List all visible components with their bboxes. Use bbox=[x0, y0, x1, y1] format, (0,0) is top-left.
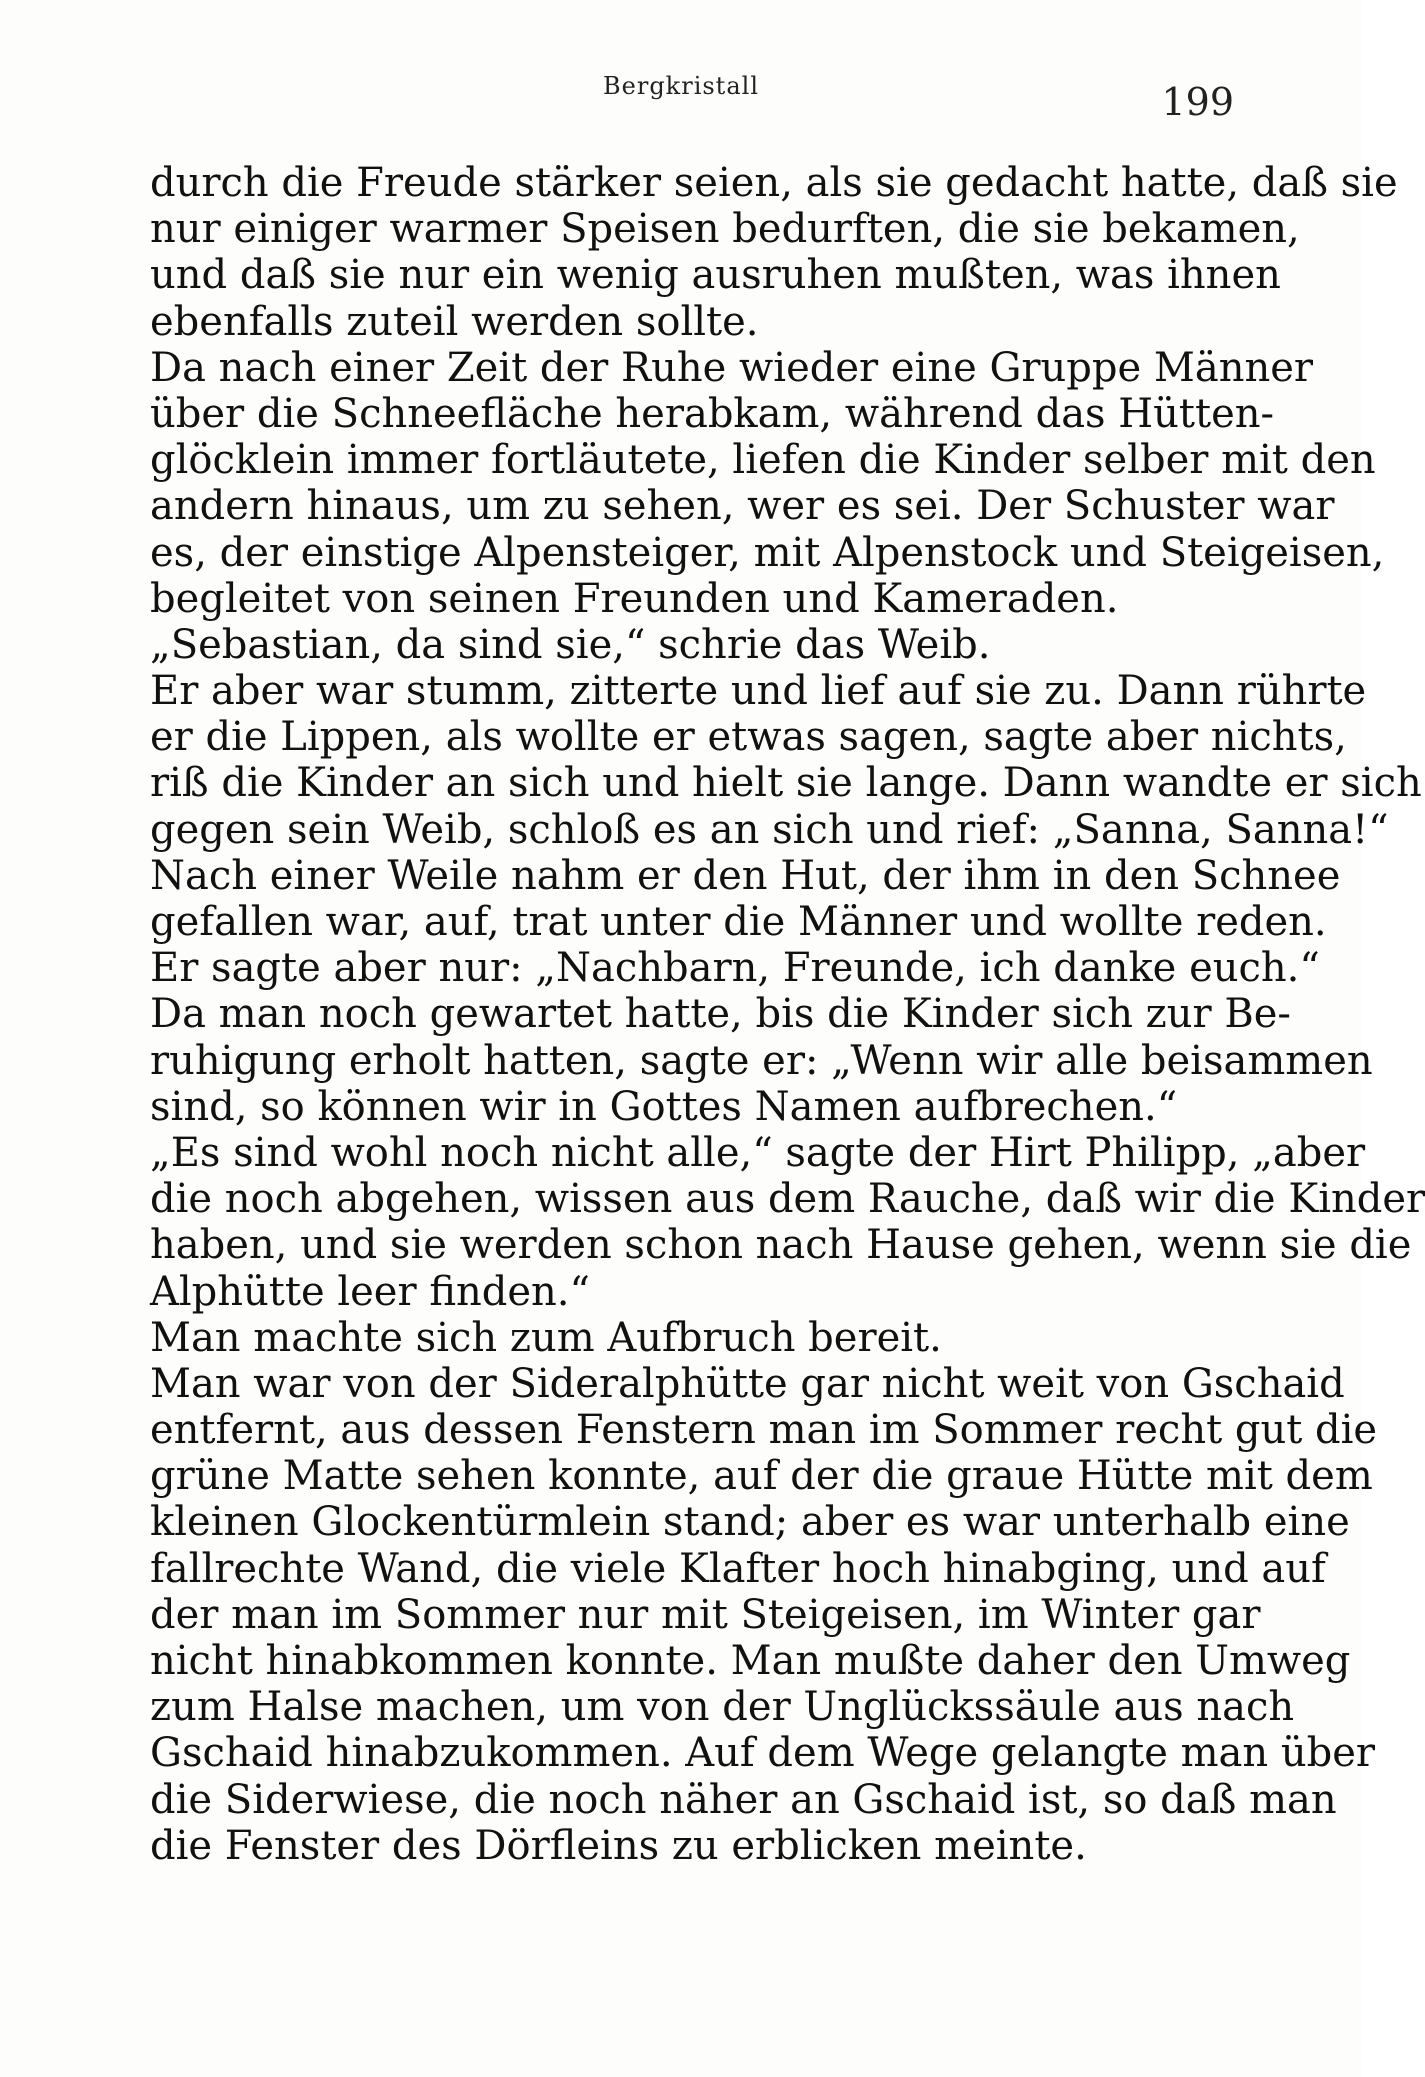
text-line: gegen sein Weib, schloß es an sich und rief: „Sanna, Sanna!“ bbox=[150, 806, 1389, 853]
text-line: grüne Matte sehen konnte, auf der die graue Hütte mit dem bbox=[150, 1453, 1373, 1500]
text-line: Er aber war stumm, zitterte und lief auf sie zu. Dann rührte bbox=[150, 668, 1367, 715]
text-line: nicht hinabkommen konnte. Man mußte daher den Umweg bbox=[150, 1638, 1351, 1684]
text-line: die Fenster des Dörfleins zu erblicken meinte. bbox=[150, 1822, 1087, 1869]
text-line: riß die Kinder an sich und hielt sie lange. Dann wandte er sich bbox=[150, 760, 1422, 807]
text-line: und daß sie nur ein wenig ausruhen mußten, was ihnen bbox=[150, 252, 1281, 299]
text-line: kleinen Glockentürmlein stand; aber es war unterhalb eine bbox=[150, 1499, 1350, 1546]
text-line: über die Schneefläche herabkam, während das Hütten- bbox=[150, 390, 1275, 437]
text-line: zum Halse machen, um von der Unglückssäule aus nach bbox=[150, 1684, 1295, 1731]
text-line: Da man noch gewartet hatte, bis die Kinder sich zur Be- bbox=[150, 991, 1291, 1038]
text-line: nur einiger warmer Speisen bedurften, die sie bekamen, bbox=[150, 206, 1300, 253]
text-line: ruhigung erholt hatten, sagte er: „Wenn wir alle beisammen bbox=[150, 1037, 1373, 1084]
text-line: begleitet von seinen Freunden und Kameraden. bbox=[150, 575, 1119, 622]
text-line: Er sagte aber nur: „Nachbarn, Freunde, ich danke euch.“ bbox=[150, 945, 1320, 992]
text-line: „Es sind wohl noch nicht alle,“ sagte der Hirt Philipp, „aber bbox=[150, 1129, 1366, 1176]
page-number: 199 bbox=[1161, 80, 1234, 124]
text-line: ebenfalls zuteil werden sollte. bbox=[150, 298, 759, 345]
text-line: entfernt, aus dessen Fenstern man im Sommer recht gut die bbox=[150, 1407, 1378, 1454]
text-line: die Siderwiese, die noch näher an Gschaid ist, so daß man bbox=[150, 1776, 1337, 1823]
text-line: gefallen war, auf, trat unter die Männer und wollte reden. bbox=[150, 899, 1327, 945]
text-line: Nach einer Weile nahm er den Hut, der ihm in den Schnee bbox=[150, 852, 1341, 899]
text-line: Man war von der Sideralphütte gar nicht weit von Gschaid bbox=[150, 1360, 1345, 1407]
text-line: Alphütte leer finden.“ bbox=[150, 1268, 590, 1315]
text-line: die noch abgehen, wissen aus dem Rauche, daß wir die Kinder bbox=[150, 1176, 1425, 1223]
text-line: Man machte sich zum Aufbruch bereit. bbox=[150, 1314, 942, 1361]
text-line: Gschaid hinabzukommen. Auf dem Wege gelangte man über bbox=[150, 1730, 1376, 1777]
text-line: haben, und sie werden schon nach Hause gehen, wenn sie die bbox=[150, 1222, 1412, 1269]
text-line: sind, so können wir in Gottes Namen aufbrechen.“ bbox=[150, 1083, 1178, 1130]
text-line: er die Lippen, als wollte er etwas sagen, sagte aber nichts, bbox=[150, 714, 1347, 761]
running-head: Bergkristall bbox=[603, 72, 759, 100]
text-line: „Sebastian, da sind sie,“ schrie das Weib. bbox=[150, 621, 991, 668]
text-line: Da nach einer Zeit der Ruhe wieder eine Gruppe Männer bbox=[150, 344, 1314, 391]
text-line: durch die Freude stärker seien, als sie gedacht hatte, daß sie bbox=[150, 160, 1398, 206]
text-line: glöcklein immer fortläutete, liefen die Kinder selber mit den bbox=[150, 437, 1376, 484]
text-line: es, der einstige Alpensteiger, mit Alpenstock und Steigeisen, bbox=[150, 529, 1385, 576]
body-text bbox=[150, 160, 1425, 1869]
text-line: andern hinaus, um zu sehen, wer es sei. Der Schuster war bbox=[150, 483, 1335, 530]
text-line: der man im Sommer nur mit Steigeisen, im Winter gar bbox=[150, 1591, 1261, 1638]
text-line: fallrechte Wand, die viele Klafter hoch hinabging, und auf bbox=[150, 1545, 1326, 1592]
